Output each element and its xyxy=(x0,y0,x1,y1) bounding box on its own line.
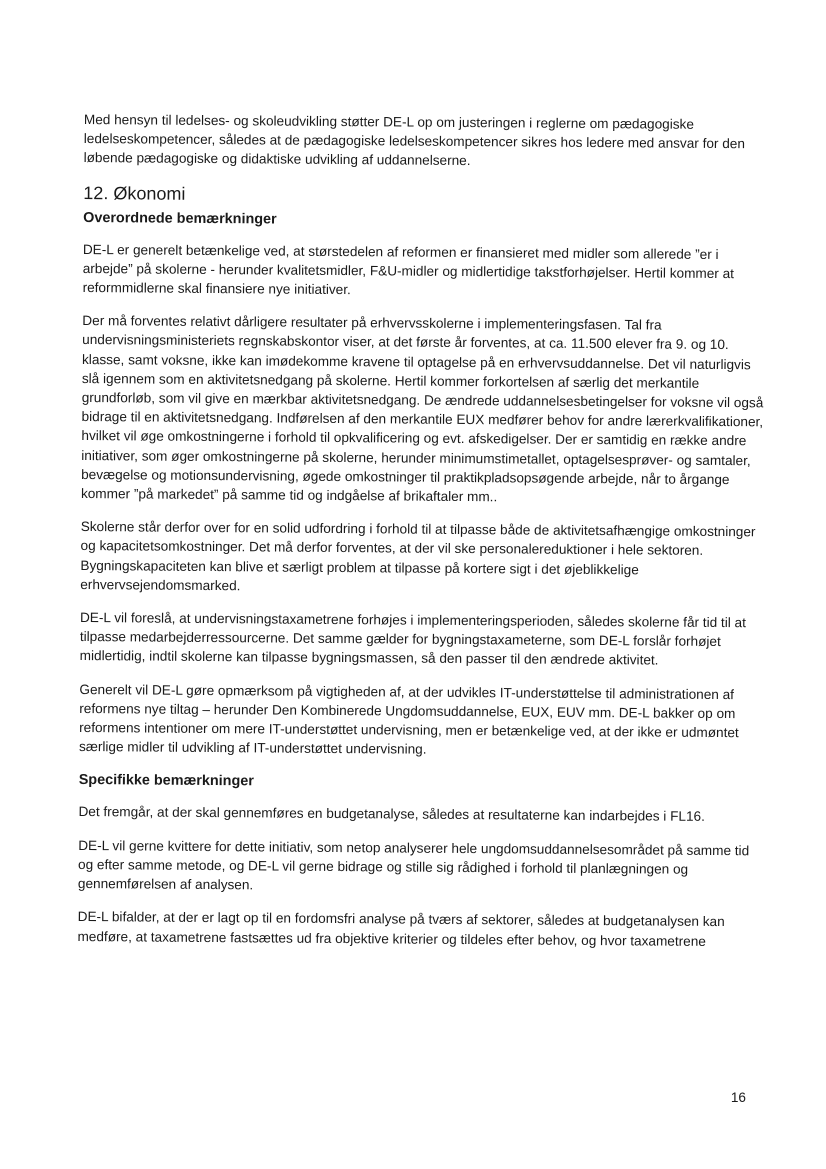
paragraph-budget-analysis: Det fremgår, at der skal gennemføres en budgetanalyse, således at resultaterne kan indarbejdes i FL16. xyxy=(78,804,705,825)
paragraph-it-support: Generelt vil DE-L gøre opmærksom på vigtigheden af, at der udvikles IT-understøttelse til administrationen af reformens nye tiltag – herunder Den Kombinerede Ungdomsuddannelse, EUX, EUV mm. DE-L bakker op om reformens intentioner om mere IT-understøttet undervisning, men er betænkelige ved, at der ikke er udmøntet særlige midler til udvikling af IT-understøttet undervisning. xyxy=(78,681,739,757)
page-content xyxy=(77,110,766,951)
subheading-specific: Specifikke bemærkninger xyxy=(78,772,254,790)
paragraph-financing: DE-L er generelt betænkelige ved, at størstedelen af reformen er finansieret med midler som allerede ”er i arbejde” på skolerne - herunder kvalitetsmidler, F&U-midler og midlertidige takstforhøjelser. Hertil kommer at reformmidlerne skal finansiere nye initiativer. xyxy=(82,241,735,298)
page-number: 16 xyxy=(730,1090,746,1105)
paragraph-taximeter-proposal: DE-L vil foreslå, at undervisningstaxametrene forhøjes i implementeringsperioden, således skolerne får tid til at tilpasse medarbejderressourcerne. Det samme gælder for bygningstaxameterne, som DE-L forslår forhøjet midlertidig, indtil skolerne kan tilpasse bygningsmassen, så den passer til den ændrede aktivitet. xyxy=(79,610,746,668)
paragraph-initiative: DE-L vil gerne kvittere for dette initiativ, som netop analyserer hele ungdomsuddannelsesområdet på samme tid og efter samme metode, og DE-L vil gerne bidrage og stille sig rådighed i forhold til planlægningen og gennemførelsen af analysen. xyxy=(77,837,750,893)
paragraph-results: Der må forventes relativt dårligere resultater på erhvervsskolerne i implementeringsfasen. Tal fra undervisningsministeriets regnskabskontor viser, at det første år forventes, at ca. 11.500 elever fra 9. og 10. klasse, samt voksne, ikke kan imødekomme kravene til optagelse på en erhvervsuddannelse. Det vil naturligvis slå igennem som en aktivitetsnedgang på skolerne. Hertil kommer forkortelsen af særlig det merkantile grundforløb, som vil give en mærkbar aktivitetsnedgang. De ændrede uddannelsesbetingelser for voksne vil også bidrage til en aktivitetsnedgang. Indførelsen af den merkantile EUX medfører behov for andre lærerkvalifikationer, hvilket vil øge omkostningerne i forhold til opkvalificering og evt. afskedigelser. Der er samtidig en række andre initiativer, som øger omkostningerne på skolerne, herunder minimumstimetallet, optagelsesprøver- og samtaler, bevægelse og motionsundervisning, øgede omkostninger til praktikpladsopsøgende arbejde, når to årgange kommer ”på markedet” på samme tid og indgåelse af brikaftaler mm.. xyxy=(80,313,764,505)
paragraph-leadership: Med hensyn til ledelses- og skoleudvikling støtter DE-L op om justeringen i reglerne om pædagogiske ledelseskompetencer, således at de pædagogiske ledelseskompetencer sikres hos ledere med ansvar for den løbende pædagogiske og didaktiske udvikling af uddannelserne. xyxy=(83,111,746,169)
section-heading: 12. Økonomi xyxy=(83,182,186,204)
paragraph-challenge: Skolerne står derfor over for en solid udfordring i forhold til at tilpasse både de aktivitetsafhængige omkostninger og kapacitetsomkostninger. Det må derfor forventes, at der vil ske personalereduktioner i hele sektoren. Bygningskapaciteten kan blive et særligt problem at tilpasse på kortere sigt i det øjeblikkelige erhvervsejendomsmarked. xyxy=(80,519,756,594)
paragraph-unbiased-analysis: DE-L bifalder, at der er lagt op til en fordomsfri analyse på tværs af sektorer, således at budgetanalysen kan medføre, at taxametrene fastsættes ud fra objektive kriterier og tildeles efter behov, og hvor taxametrene xyxy=(77,909,725,949)
subheading-general: Overordnede bemærkninger xyxy=(83,209,277,228)
